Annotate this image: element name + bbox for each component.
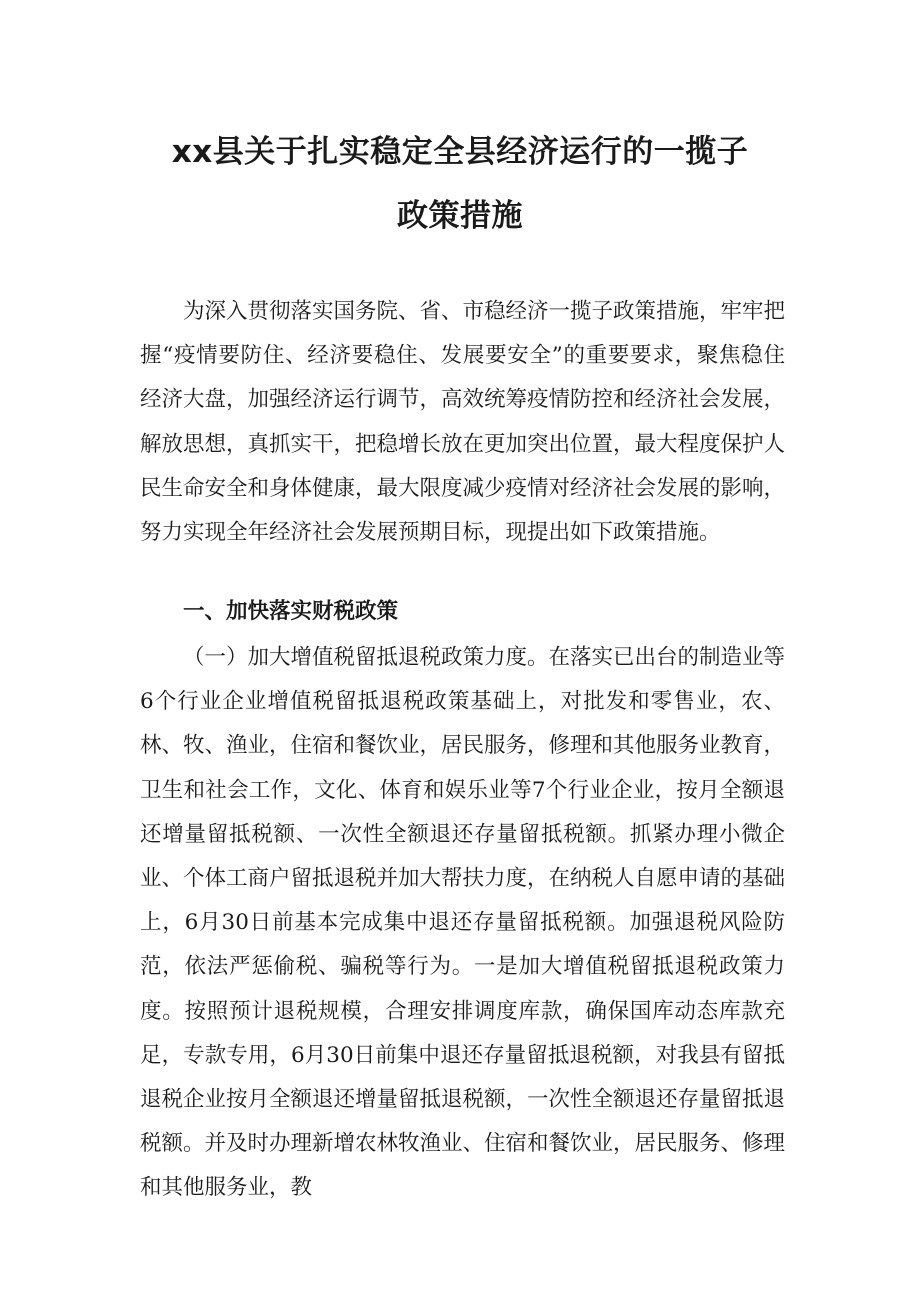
section-paragraph: （一）加大增值税留抵退税政策力度。在落实已出台的制造业等6个行业企业增值税留抵退税政策基础上，对批发和零售业，农、林、牧、渔业，住宿和餐饮业，居民服务，修理和其他服务业教育，卫生和社会工作，文化、体育和娱乐业等7个行业企业，按月全额退还增量留抵税额、一次性全额退还存量留抵税额。抓紧办理小微企业、个体工商户留抵退税并加大帮扶力度，在纳税人自愿申请的基础上，6月30日前基本完成集中退还存量留抵税额。加强退税风险防范，依法严惩偷税、骗税等行为。一是加大增值税留抵退税政策力度。按照预计退税规模，合理安排调度库款，确保国库动态库款充足，专款专用，6月30日前集中退还存量留抵退税额，对我县有留抵退税企业按月全额退还增量留抵退税额，一次性全额退还存量留抵退税额。并及时办理新增农林牧渔业、住宿和餐饮业，居民服务、修理和其他服务业，教 (140, 645, 786, 1201)
intro-paragraph: 为深入贯彻落实国务院、省、市稳经济一揽子政策措施，牢牢把握“疫情要防住、经济要稳住、发展要安全”的重要要求，聚焦稳住经济大盘，加强经济运行调节，高效统筹疫情防控和经济社会发展，解放思想，真抓实干，把稳增长放在更加突出位置，最大程度保护人民生命安全和身体健康，最大限度减少疫情对经济社会发展的影响，努力实现全年经济社会发展预期目标，现提出如下政策措施。 (140, 299, 786, 546)
document-title-line1: xx县关于扎实稳定全县经济运行的一揽子 (171, 134, 749, 170)
document-title-line2: 政策措施 (397, 198, 523, 234)
section-heading: 一、加快落实财税政策 (183, 599, 399, 624)
